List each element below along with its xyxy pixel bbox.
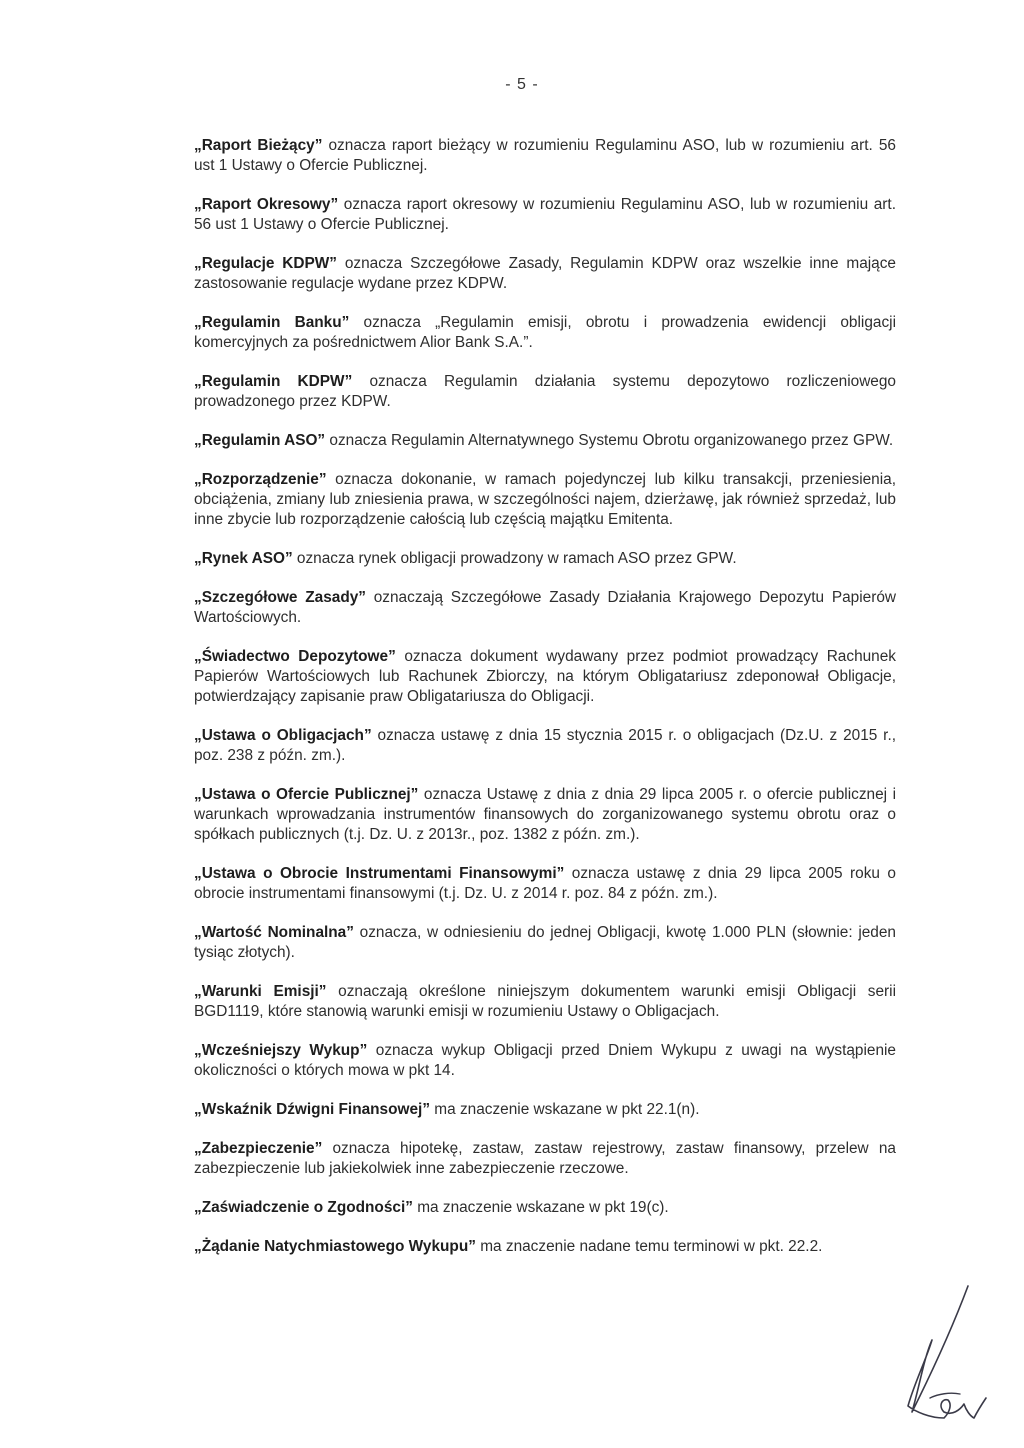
definition-text: oznacza dokonanie, w ramach pojedynczej lub kilku transakcji, przeniesienia, obciążenia, zmiany lub zniesienia prawa, w szczególności najem, dzierżawę, jak również sprzedaż, lub inne zbycie lub rozporządzenie całością lub częścią majątku Emitenta. [194,471,896,528]
definition-term: „Rozporządzenie” [194,471,327,488]
definition-ustawa-o-obrocie [194,864,896,904]
definition-term: „Ustawa o Ofercie Publicznej” [194,786,419,803]
definition-term: „Rynek ASO” [194,550,293,567]
definition-text: oznaczają określone niniejszym dokumentem warunki emisji Obligacji serii BGD1119, które stanowią warunki emisji w rozumieniu Ustawy o Obligacjach. [194,983,896,1020]
definition-text: oznacza „Regulamin emisji, obrotu i prowadzenia ewidencji obligacji komercyjnych za pośrednictwem Alior Bank S.A.”. [194,314,896,351]
definition-text: ma znaczenie wskazane w pkt 19(c). [412,1199,669,1216]
definition-text: ma znaczenie nadane temu terminowi w pkt. 22.2. [475,1238,823,1255]
definition-zaswiadczenie-o-zgodnosci [194,1198,896,1218]
page-number: - 5 - [505,76,539,93]
definition-text: oznacza dokument wydawany przez podmiot prowadzący Rachunek Papierów Wartościowych lub Rachunek Zbiorczy, na którym Obligatariusz zdeponował Obligacje, potwierdzający zapisanie praw Obligatariusza do Obligacji. [194,648,896,705]
definition-term: „Wcześniejszy Wykup” [194,1042,368,1059]
definition-term: „Ustawa o Obrocie Instrumentami Finansowymi” [194,865,565,882]
definition-rynek-aso [194,549,896,569]
definition-term: „Regulamin Banku” [194,314,350,331]
definition-term: „Zabezpieczenie” [194,1140,323,1157]
definition-zadanie-natychmiastowego-wykupu [194,1237,896,1257]
definition-szczegolowe-zasady [194,588,896,628]
definition-text: oznacza raport bieżący w rozumieniu Regulaminu ASO, lub w rozumieniu art. 56 ust 1 Ustawy o Ofercie Publicznej. [194,137,896,174]
definitions-list [194,136,896,1276]
definition-regulamin-kdpw [194,372,896,412]
definition-term: „Żądanie Natychmiastowego Wykupu” [194,1238,476,1255]
handwritten-signature [890,1280,1000,1430]
definition-term: „Regulamin KDPW” [194,373,353,390]
definition-wartosc-nominalna [194,923,896,963]
definition-ustawa-o-ofercie-publicznej [194,785,896,845]
definition-text: oznacza Ustawę z dnia z dnia 29 lipca 2005 r. o ofercie publicznej i warunkach wprowadzania instrumentów finansowych do zorganizowanego systemu obrotu oraz o spółkach publicznych (t.j. Dz. U. z 2013r., poz. 1382 z późn. zm.). [194,786,896,843]
definition-text: oznacza hipotekę, zastaw, zastaw rejestrowy, zastaw finansowy, przelew na zabezpieczenie lub jakiekolwiek inne zabezpieczenie rzeczowe. [194,1140,896,1177]
definition-term: „Regulacje KDPW” [194,255,337,272]
definition-regulacje-kdpw [194,254,896,294]
definition-wskaznik-dzwigni [194,1100,896,1120]
definition-term: „Świadectwo Depozytowe” [194,648,396,665]
definition-term: „Warunki Emisji” [194,983,327,1000]
definition-text: oznacza raport okresowy w rozumieniu Regulaminu ASO, lub w rozumieniu art. 56 ust 1 Ustawy o Ofercie Publicznej. [194,196,896,233]
definition-text: oznacza Regulamin Alternatywnego Systemu Obrotu organizowanego przez GPW. [325,432,894,449]
definition-text: oznacza ustawę z dnia 29 lipca 2005 roku o obrocie instrumentami finansowymi (t.j. Dz. U. z 2014 r. poz. 84 z późn. zm.). [194,865,896,902]
definition-text: oznacza Regulamin działania systemu depozytowo rozliczeniowego prowadzonego przez KDPW. [194,373,896,410]
definition-text: oznacza Szczegółowe Zasady, Regulamin KDPW oraz wszelkie inne mające zastosowanie regulacje wydane przez KDPW. [194,255,896,292]
definition-text: oznacza, w odniesieniu do jednej Obligacji, kwotę 1.000 PLN (słownie: jeden tysiąc złotych). [194,924,896,961]
definition-raport-biezacy [194,136,896,176]
definition-raport-okresowy [194,195,896,235]
definition-term: „Raport Okresowy” [194,196,339,213]
definition-term: „Szczegółowe Zasady” [194,589,366,606]
definition-warunki-emisji [194,982,896,1022]
definition-term: „Zaświadczenie o Zgodności” [194,1199,413,1216]
definition-ustawa-o-obligacjach [194,726,896,766]
definition-term: „Ustawa o Obligacjach” [194,727,372,744]
definition-term: „Wartość Nominalna” [194,924,354,941]
definition-text: oznaczają Szczegółowe Zasady Działania Krajowego Depozytu Papierów Wartościowych. [194,589,896,626]
definition-regulamin-banku [194,313,896,353]
definition-term: „Wskaźnik Dźwigni Finansowej” [194,1101,431,1118]
definition-text: oznacza ustawę z dnia 15 stycznia 2015 r. o obligacjach (Dz.U. z 2015 r., poz. 238 z późn. zm.). [194,727,896,764]
definition-rozporzadzenie [194,470,896,530]
definition-zabezpieczenie [194,1139,896,1179]
definition-text: oznacza rynek obligacji prowadzony w ramach ASO przez GPW. [292,550,737,567]
definition-term: „Regulamin ASO” [194,432,326,449]
definition-text: oznacza wykup Obligacji przed Dniem Wykupu z uwagi na wystąpienie okoliczności o których mowa w pkt 14. [194,1042,896,1079]
definition-term: „Raport Bieżący” [194,137,323,154]
definition-wczesniejszy-wykup [194,1041,896,1081]
definition-text: ma znaczenie wskazane w pkt 22.1(n). [430,1101,700,1118]
definition-regulamin-aso [194,431,896,451]
definition-swiadectwo-depozytowe [194,647,896,707]
